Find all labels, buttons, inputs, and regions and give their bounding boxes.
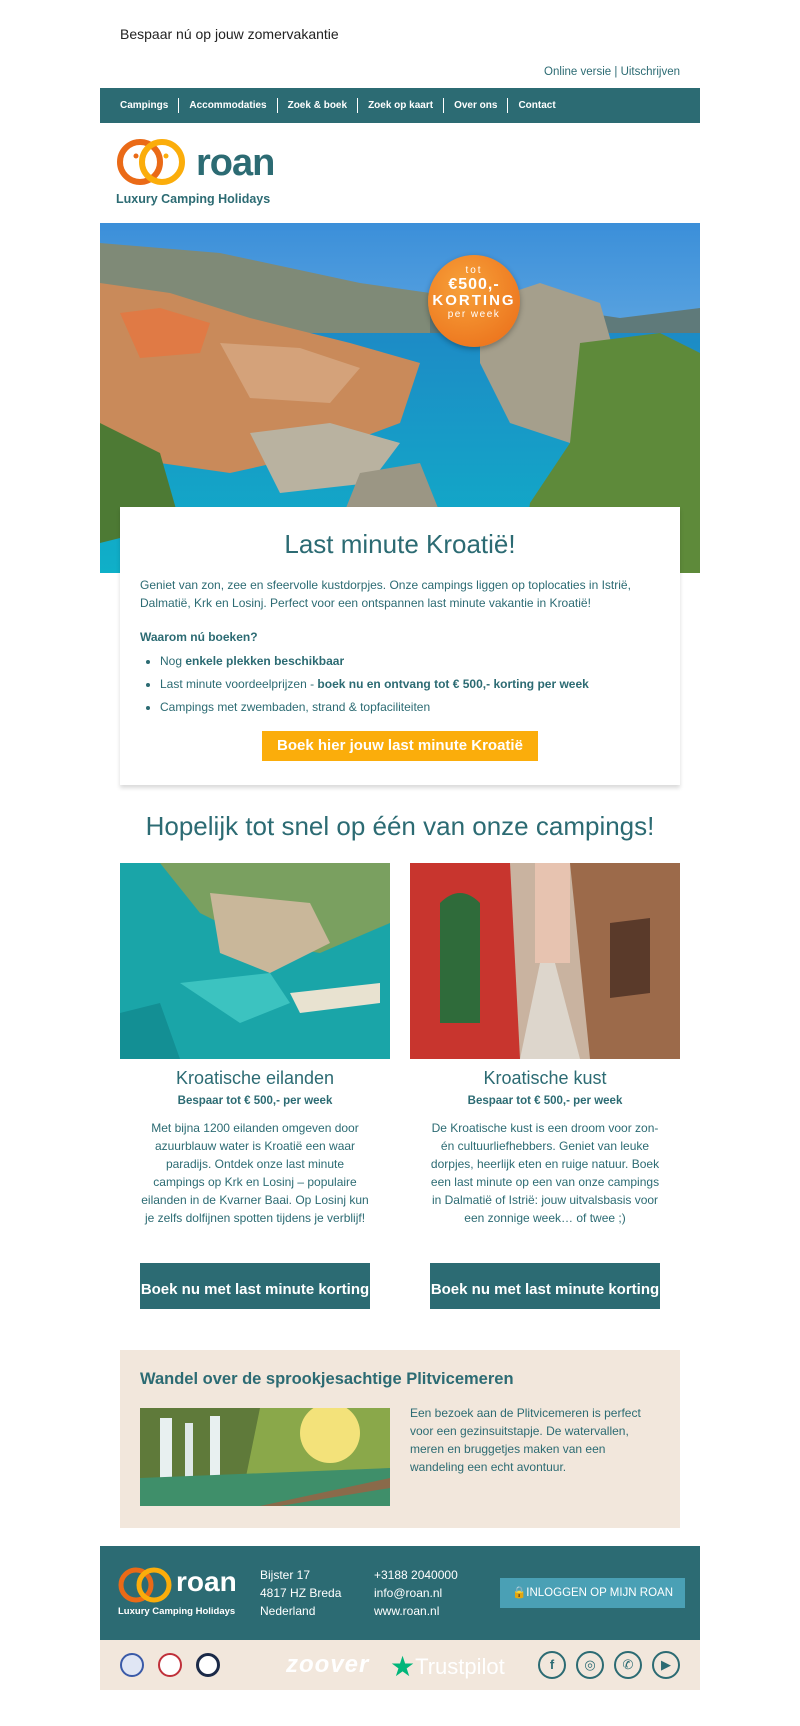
plitvice-title: Wandel over de sprookjesachtige Plitvicemeren: [140, 1370, 514, 1388]
whatsapp-icon[interactable]: ✆: [614, 1651, 642, 1679]
lock-icon: 🔒: [511, 1587, 527, 1599]
quality-seal-icon[interactable]: [120, 1653, 144, 1677]
plitvice-image[interactable]: [140, 1408, 390, 1506]
nav-campings[interactable]: Campings: [110, 98, 179, 113]
coast-save: Bespaar tot € 500,- per week: [467, 1095, 623, 1107]
roan-rings-icon: [116, 138, 188, 188]
roan-rings-icon: [118, 1566, 174, 1604]
badge-korting: KORTING: [432, 292, 516, 309]
nav-contact[interactable]: Contact: [518, 100, 556, 111]
islands-image[interactable]: [120, 863, 390, 1059]
badge-amount: €500,-: [448, 276, 500, 293]
coast-image[interactable]: [410, 863, 680, 1059]
badge-line-tot: tot: [465, 265, 483, 276]
main-nav: [100, 88, 700, 123]
list-item: • Last minute voordeelprijzen - boek nu en ontvang tot € 500,- korting per week: [160, 673, 660, 696]
plitvice-text: Een bezoek aan de Plitvicemeren is perfect voor een gezinsuitstapje. De watervallen, meren en bruggetjes maken van een wandeling een echt avontuur.: [410, 1406, 641, 1474]
star-icon: ★: [390, 1651, 416, 1682]
youtube-icon[interactable]: ▶: [652, 1651, 680, 1679]
logo-wordmark: roan: [196, 142, 275, 184]
book-croatia-button[interactable]: Boek hier jouw last minute Kroatië: [262, 731, 538, 761]
benefit-list: [160, 650, 660, 719]
book-coast-button[interactable]: Boek nu met last minute korting: [430, 1263, 660, 1309]
nav-zoek-op-kaart[interactable]: Zoek op kaart: [358, 98, 444, 113]
trust-bar: [100, 1640, 700, 1690]
online-version-link[interactable]: Online versie: [544, 66, 612, 78]
website-link[interactable]: www.roan.nl: [374, 1604, 440, 1618]
section-title: Hopelijk tot snel op één van onze campings!: [145, 811, 655, 841]
plitvice-block: [120, 1350, 680, 1528]
link-separator: |: [611, 66, 621, 78]
islands-title: Kroatische eilanden: [175, 1068, 335, 1088]
list-item: • Nog enkele plekken beschikbaar: [160, 650, 660, 673]
phone-link[interactable]: +3188 2040000: [374, 1568, 458, 1582]
why-book-title: Waarom nú boeken?: [140, 630, 258, 644]
footer-contact: [374, 1566, 458, 1620]
email-link[interactable]: info@roan.nl: [374, 1586, 443, 1600]
anwb-seal-icon[interactable]: [158, 1653, 182, 1677]
top-links: [544, 66, 680, 78]
nav-zoek-boek[interactable]: Zoek & boek: [278, 98, 358, 113]
roan-logo[interactable]: [116, 138, 275, 206]
main-offer-card: [120, 507, 680, 785]
trustpilot-logo[interactable]: ★Trustpilot: [390, 1651, 505, 1682]
coast-description: De Kroatische kust is een droom voor zon- én cultuurliefhebbers. Geniet van leuke dorpjes, heerlijk eten en ruige natuur. Boek een last minute op een van onze campings in Dalmatië of Istrië: jouw uitvalsbasis voor een zonnige week… of twee ;): [430, 1121, 660, 1225]
footer-tagline: Luxury Camping Holidays: [118, 1606, 236, 1617]
footer: [100, 1546, 700, 1640]
islands-save: Bespaar tot € 500,- per week: [177, 1095, 333, 1107]
offer-title: Last minute Kroatië!: [284, 529, 516, 559]
footer-logo[interactable]: [118, 1566, 237, 1617]
zoover-logo[interactable]: zoover: [286, 1651, 370, 1678]
coast-title: Kroatische kust: [483, 1068, 607, 1088]
footer-wordmark: roan: [176, 1566, 237, 1597]
logo-tagline: Luxury Camping Holidays: [116, 192, 271, 206]
islands-column: [120, 863, 390, 1227]
book-islands-button[interactable]: Boek nu met last minute korting: [140, 1263, 370, 1309]
badge-per-week: per week: [447, 309, 501, 320]
discount-badge: [428, 255, 520, 347]
nav-over-ons[interactable]: Over ons: [444, 98, 508, 113]
login-button[interactable]: 🔒INLOGGEN OP MIJN ROAN: [500, 1578, 685, 1608]
facebook-icon[interactable]: f: [538, 1651, 566, 1679]
coast-column: [410, 863, 680, 1227]
nav-accommodaties[interactable]: Accommodaties: [179, 98, 277, 113]
offer-intro: Geniet van zon, zee en sfeervolle kustdorpjes. Onze campings liggen op toplocaties in Istrië, Dalmatië, Krk en Losinj. Perfect voor een ontspannen last minute vakantie in Kroatië!: [140, 578, 631, 610]
unsubscribe-link[interactable]: Uitschrijven: [620, 66, 680, 78]
certification-seal-icon[interactable]: [196, 1653, 220, 1677]
footer-address: Bijster 17 4817 HZ Breda Nederland: [260, 1568, 342, 1618]
islands-description: Met bijna 1200 eilanden omgeven door azuurblauw water is Kroatië een waar paradijs. Ontdek onze last minute campings op Krk en Losinj – populaire eilanden in de Kvarner Baai. Op Losinj kun je zelfs dolfijnen spotten tijdens je verblijf!: [141, 1121, 369, 1225]
preheader-text: Bespaar nú op jouw zomervakantie: [120, 26, 339, 42]
instagram-icon[interactable]: ◎: [576, 1651, 604, 1679]
list-item: • Campings met zwembaden, strand & topfaciliteiten: [160, 696, 660, 719]
